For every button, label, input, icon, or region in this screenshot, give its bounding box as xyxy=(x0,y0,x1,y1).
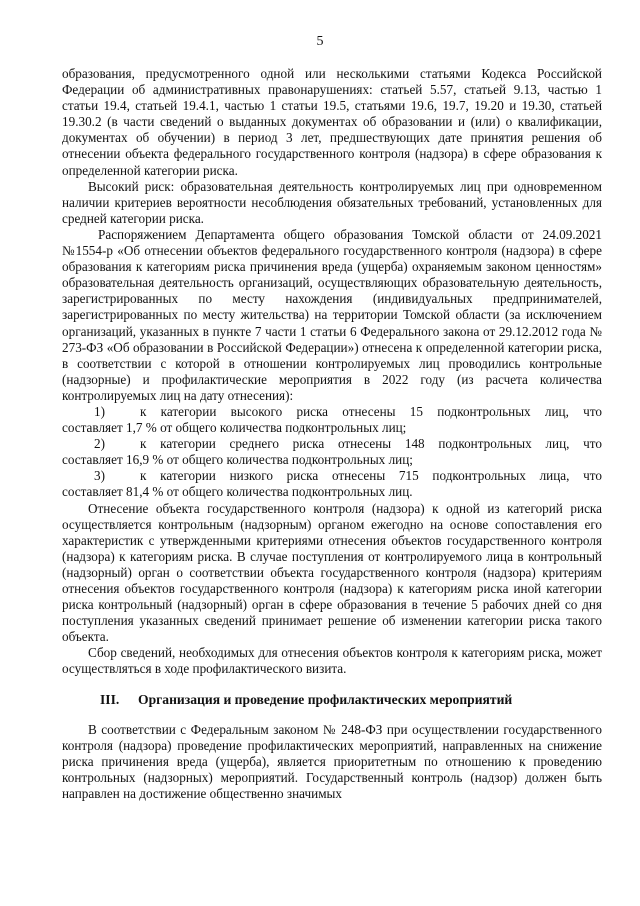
section-number: III. xyxy=(100,691,120,707)
list-item xyxy=(62,404,602,436)
paragraph-continuation: образования, предусмотренного одной или несколькими статьями Кодекса Российской Федерации об административных правонарушениях: статьей 5.57, статьей 9.13, частью 1 статьи 19.4, статьей 19.4.1, частью 1 статьи 19.5, статьями 19.6, 19.7, 19.20 и 19.30, статьей 19.30.2 (в части сведений о выданных документах об образовании и (или) о квалификации, документах об обучении) в период 3 лет, предшествующих дате принятия решения об отнесении объекта федерального государственного контроля (надзора) в сфере образования к определенной категории риска. xyxy=(62,66,602,178)
list-item-text: к категории среднего риска отнесены 148 подконтрольных лиц, что xyxy=(140,436,602,452)
paragraph-order: Распоряжением Департамента общего образования Томской области от 24.09.2021 №1554-р «Об отнесении объектов федерального государственного контроля (надзора) в сфере образования к категориям риска причинения вреда (ущерба) охраняемым законом ценностям» образовательная деятельность организаций, осуществляющих образовательную деятельность, зарегистрированных по месту нахождения (индивидуальных предпринимателей, зарегистрированных по месту жительства) на территории Томской области (за исключением организаций, указанных в пункте 7 части 1 статьи 6 Федерального закона от 29.12.2012 года № 273-ФЗ «Об образовании в Российской Федерации») отнесена к определенной категории риска, в соответствии с которой в отношении контролируемых лиц проводились контрольные (надзорные) и профилактические мероприятия в 2022 году (из расчета количества контролируемых лиц на дату отнесения): xyxy=(62,226,602,403)
list-item-continuation: составляет 1,7 % от общего количества подконтрольных лиц; xyxy=(62,420,407,436)
list-item-number: 2) xyxy=(94,436,105,452)
list-item xyxy=(62,436,602,468)
list-item-continuation: составляет 16,9 % от общего количества подконтрольных лиц; xyxy=(62,452,413,468)
list-item xyxy=(62,468,602,500)
document-body xyxy=(62,66,602,802)
list-item-text: к категории высокого риска отнесены 15 подконтрольных лиц, что xyxy=(140,403,602,419)
list-item-number: 1) xyxy=(94,403,105,419)
list-item-continuation: составляет 81,4 % от общего количества подконтрольных лиц. xyxy=(62,484,413,500)
paragraph-categorization: Отнесение объекта государственного контроля (надзора) к одной из категорий риска осуществляется контрольным (надзорным) органом ежегодно на основе сопоставления его характеристик с утвержденными критериями отнесения объектов государственного контроля (надзора) к категориям риска. В случае поступления от контролируемого лица в контрольный (надзорный) орган о соответствии объекта государственного контроля (надзора) критериям отнесения объектов государственного контроля (надзора) к категориям риска иной категории риска контрольный (надзорный) орган в сфере образования в течение 5 рабочих дней со дня поступления указанных сведений принимает решение об изменении категории риска такого объекта. xyxy=(62,500,602,645)
list-item-text: к категории низкого риска отнесены 715 подконтрольных лица, что xyxy=(140,468,602,484)
section-title: Организация и проведение профилактических мероприятий xyxy=(138,691,513,707)
paragraph-high-risk: Высокий риск: образовательная деятельность контролируемых лиц при одновременном наличии критериев вероятности несоблюдения обязательных требований, установленных для средней категории риска. xyxy=(62,178,602,226)
section-heading xyxy=(62,692,602,708)
list-item-number: 3) xyxy=(94,468,105,484)
paragraph-federal-law: В соответствии с Федеральным законом № 248-ФЗ при осуществлении государственного контроля (надзора) проведение профилактических мероприятий, направленных на снижение риска причинения вреда (ущерба), является приоритетным по отношению к проведению контрольных (надзорных) мероприятий. Государственный контроль (надзор) должен быть направлен на достижение общественно значимых xyxy=(62,721,602,802)
page-number: 5 xyxy=(316,34,324,49)
paragraph-data-collection: Сбор сведений, необходимых для отнесения объектов контроля к категориям риска, может осуществляться в ходе профилактического визита. xyxy=(62,645,602,677)
